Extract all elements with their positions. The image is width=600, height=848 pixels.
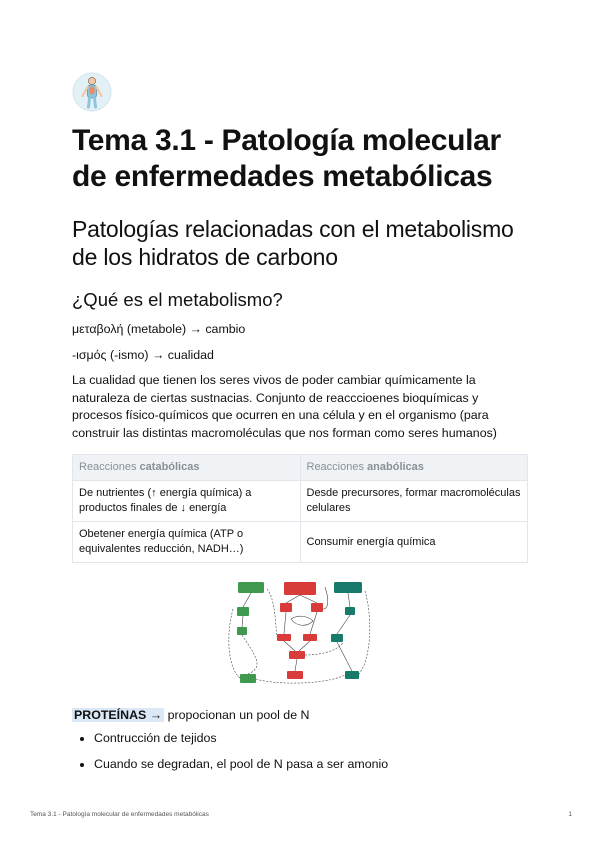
section-heading: Patologías relacionadas con el metabolismo de los hidratos de carbono bbox=[72, 216, 514, 270]
table-cell: Consumir energía química bbox=[300, 522, 528, 563]
list-item: • Cuando se degradan, el pool de N pasa a ser amonio bbox=[94, 756, 528, 773]
subsection-heading: ¿Qué es el metabolismo? bbox=[72, 289, 283, 310]
proteins-text: propocionan un pool de N bbox=[164, 708, 310, 722]
header-catabolic: Reacciones catabólicas bbox=[73, 455, 301, 481]
footer-title: Tema 3.1 - Patología molecular de enfermedades metabólicas bbox=[30, 811, 209, 818]
reactions-table bbox=[72, 454, 528, 563]
human-anatomy-icon bbox=[72, 72, 112, 112]
list-item: • Contrucción de tejidos bbox=[94, 730, 528, 747]
page-title: Tema 3.1 - Patología molecular de enfermedades metabólicas bbox=[72, 124, 501, 193]
proteins-list bbox=[72, 730, 528, 773]
table-header-row bbox=[73, 455, 528, 481]
table-row bbox=[73, 522, 528, 563]
metabolism-diagram bbox=[225, 579, 375, 693]
etymology-line-1: μεταβολή (metabole) → cambio bbox=[72, 322, 246, 336]
table-row bbox=[73, 481, 528, 522]
proteins-line bbox=[72, 707, 528, 724]
table-cell: De nutrientes (↑ energía química) a productos finales de ↓ energía bbox=[73, 481, 301, 522]
table-cell: Obetener energía química (ATP o equivalentes reducción, NADH…) bbox=[73, 522, 301, 563]
table-cell: Desde precursores, formar macromoléculas celulares bbox=[300, 481, 528, 522]
definition-paragraph: La cualidad que tienen los seres vivos de poder cambiar químicamente la naturaleza de ciertas sustnacias. Conjunto de reacccioenes bioquímicas y procesos físico-químicos que ocurren en una célula y en el organismo (para construir las distintas macromoléculas que nos forman como seres humanos) bbox=[72, 373, 497, 440]
header-anabolic: Reacciones anabólicas bbox=[300, 455, 528, 481]
proteins-label: PROTEÍNAS → bbox=[74, 708, 163, 722]
page-content bbox=[72, 72, 528, 782]
etymology-line-2: -ισμός (-ismo) → cualidad bbox=[72, 347, 214, 362]
page-footer bbox=[30, 811, 572, 818]
page-number: 1 bbox=[568, 811, 572, 818]
